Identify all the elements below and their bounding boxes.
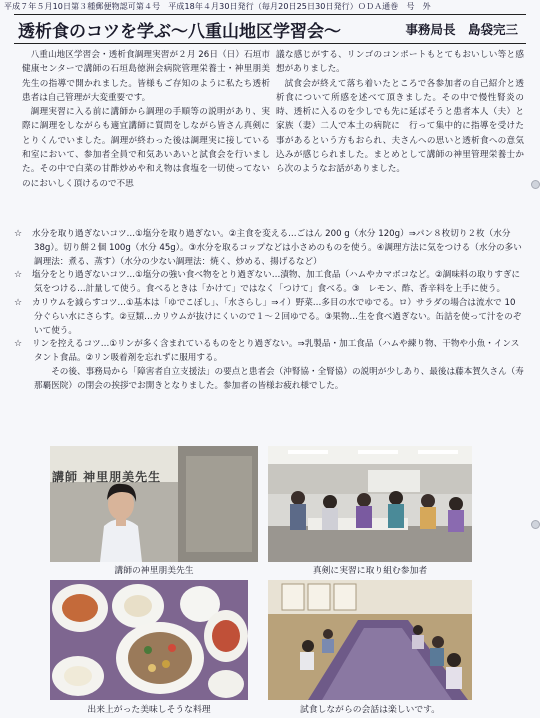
photo-cooking-practice bbox=[268, 446, 472, 562]
tip-phosphorus bbox=[14, 338, 526, 366]
tip-text: 塩分をとり過ぎないコツ…①塩分の強い食べ物をとり過ぎない…漬物、加工食品（ハムやカマボコなど。②調味料の取りすぎに気をつける…計量して使う。食べるときは「かけて」ではなく「つけて」食べる。③ レモン、酢、香辛料を上手に使う。 bbox=[32, 270, 521, 295]
photo-dishes bbox=[50, 580, 248, 700]
star-icon: ☆ bbox=[14, 270, 23, 281]
star-icon: ☆ bbox=[14, 229, 23, 239]
paragraph: 試食会が終えて落ち着いたところで各参加者の自己紹介と透析食について所感を述べて頂きました。その中で慢性腎炎の時、透析に入るのを少しでも先に延ばそうと患者本人（夫）と家族（妻）二人で本土の病院に 行って集中的に指導を受けた事があるという方もおられ、夫さんへの思いと透析食への意気込みが感じられました。まとめとして講師の神里管理栄養士から次のようなお話がありました。 bbox=[276, 78, 524, 175]
photo-tasting-caption: 試食しながらの会話は楽しいです。 bbox=[299, 705, 441, 715]
paragraph: 調理実習に入る前に講師から調理の手順等の説明があり、実際に調理をしながらも適宜講師に質問をしながら皆さん真剣にとりくんでいました。調理が終わった後は調理実に接している和室において、参加者全員で和気あいあいと試食会を行いました。その中で白菜の甘酢炒めや和え物は食塩を一切使ってないのにおいしく頂けるので不思 bbox=[22, 107, 270, 189]
paragraph: 八重山地区学習会・透析食調理実習が２月 26日（日）石垣市健康センターで講師の石垣島徳洲会病院管理栄養士・神里朋美先生の指導で開かれました。皆様もご存知のように私たち透析患者は自己管理が大変重要です。 bbox=[22, 50, 270, 103]
cooking-photo-image bbox=[268, 446, 472, 562]
article-column-left bbox=[22, 48, 270, 228]
tips-section bbox=[14, 228, 526, 394]
tip-text: 水分を取り過ぎないコツ…①塩分を取り過ぎない。②主食を変える…ごはん 200 g（水分 120g）⇒パン８枚切り２枚（水分 38g）。切り餅２個 100g（水分 45g）。③水分を取るコップなどは小さめのものを使う。④調理方法に気をつける（水分の多い調理法：煮る、蒸す）（水分の少ない調理法：焼く、炒める、揚げるなど） bbox=[32, 229, 522, 267]
photo-tasting bbox=[268, 580, 472, 700]
dishes-photo-image bbox=[50, 580, 248, 700]
photo-lecturer-caption: 講師の神里朋美先生 bbox=[114, 566, 194, 576]
closing-paragraph: その後、事務局から「障害者自立支援法」の要点と患者会（沖腎協・全腎協）の説明が少しあり、最後は藤本賀久さん（寿那覇医院）の閉会の挨拶でお開きとなりました。参加者の皆様お疲れ様でした。 bbox=[34, 366, 524, 391]
publication-header: 平成７年５月10日第３種郵便物認可第４号 平成18年４月30日発行（毎月20日25日30日発行）ＯＤＡ通巻 号 外 bbox=[4, 2, 431, 11]
tip-text: リンを控えるコツ…①リンが多く含まれているものをとり過ぎない。⇒乳製品・加工食品（ハムや練り物、干物や小魚・インスタント食品。②リン吸着剤を忘れずに服用する。 bbox=[32, 339, 520, 364]
lecturer-photo-image bbox=[50, 446, 258, 562]
tasting-photo-image bbox=[268, 580, 472, 700]
tip-potassium bbox=[14, 297, 526, 338]
paragraph: 議な感じがする、リンゴのコンポートもとてもおいしい等と感想がありました。 bbox=[276, 50, 524, 75]
binder-hole bbox=[531, 180, 540, 189]
article-author: 事務局長 島袋完三 bbox=[405, 22, 518, 37]
article-title-bar bbox=[14, 14, 526, 44]
lecturer-board-text: 講師 神里朋美先生 bbox=[52, 470, 162, 484]
article-title: 透析食のコツを学ぶ～八重山地区学習会～ bbox=[18, 21, 341, 42]
photo-dishes-caption: 出来上がった美味しそうな料理 bbox=[87, 705, 211, 715]
tip-text: カリウムを減らすコツ…①基本は「ゆでこぼし」、「水さらし」⇒イ）野菜…多目の水でゆでる。ロ）サラダの場合は流水で 10 分ぐらい水にさらす。②豆類…カリウムが抜けにくいので１～２回ゆでる。③果物…生を食べ過ぎない。缶詰を使って汁をのぞいて使う。 bbox=[32, 297, 522, 336]
article-column-right bbox=[276, 48, 524, 228]
tip-water bbox=[14, 228, 526, 269]
binder-hole bbox=[531, 520, 540, 529]
photo-cooking-caption: 真剣に実習に取り組む参加者 bbox=[312, 566, 428, 576]
star-icon: ☆ bbox=[14, 339, 23, 350]
star-icon: ☆ bbox=[14, 297, 23, 308]
photo-lecturer bbox=[50, 446, 258, 562]
tip-salt bbox=[14, 269, 526, 297]
